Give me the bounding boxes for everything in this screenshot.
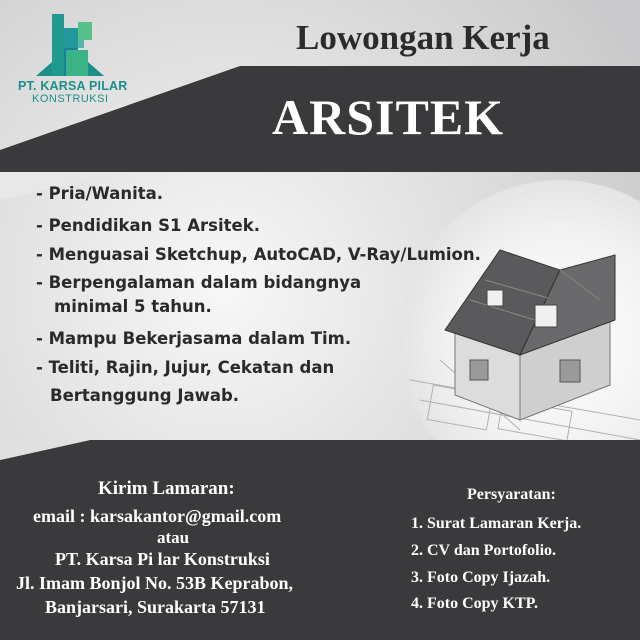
apply-email: email : karsakantor@gmail.com: [33, 506, 282, 526]
document-item: 2. CV dan Portofolio.: [411, 542, 557, 559]
apply-company: PT. Karsa Pi lar Konstruksi: [55, 549, 270, 569]
requirement-item: - Pendidikan S1 Arsitek.: [36, 216, 260, 235]
apply-or: atau: [157, 528, 190, 547]
headline: Lowongan Kerja: [296, 18, 550, 57]
apply-address-line2: Banjarsari, Surakarta 57131: [45, 597, 266, 617]
requirement-item: minimal 5 tahun.: [54, 297, 212, 316]
requirement-item: - Teliti, Rajin, Jujur, Cekatan dan: [36, 358, 335, 377]
documents-heading: Persyaratan:: [467, 486, 556, 503]
requirement-item: - Pria/Wanita.: [36, 184, 164, 203]
job-title: ARSITEK: [272, 89, 505, 145]
apply-heading: Kirim Lamaran:: [98, 478, 235, 499]
requirement-item: - Berpengalaman dalam bidangnya: [36, 273, 362, 292]
requirement-item: Bertanggung Jawab.: [50, 386, 240, 405]
apply-address-line1: Jl. Imam Bonjol No. 53B Keprabon,: [16, 573, 294, 593]
company-name-line2: KONSTRUKSI: [32, 93, 109, 105]
requirement-item: - Menguasai Sketchup, AutoCAD, V-Ray/Lumion.: [36, 245, 481, 264]
document-item: 4. Foto Copy KTP.: [411, 595, 538, 612]
requirement-item: - Mampu Bekerjasama dalam Tim.: [36, 329, 352, 348]
company-name-line1: PT. KARSA PILAR: [18, 79, 128, 93]
document-item: 3. Foto Copy Ijazah.: [411, 569, 551, 586]
document-item: 1. Surat Lamaran Kerja.: [411, 515, 582, 532]
